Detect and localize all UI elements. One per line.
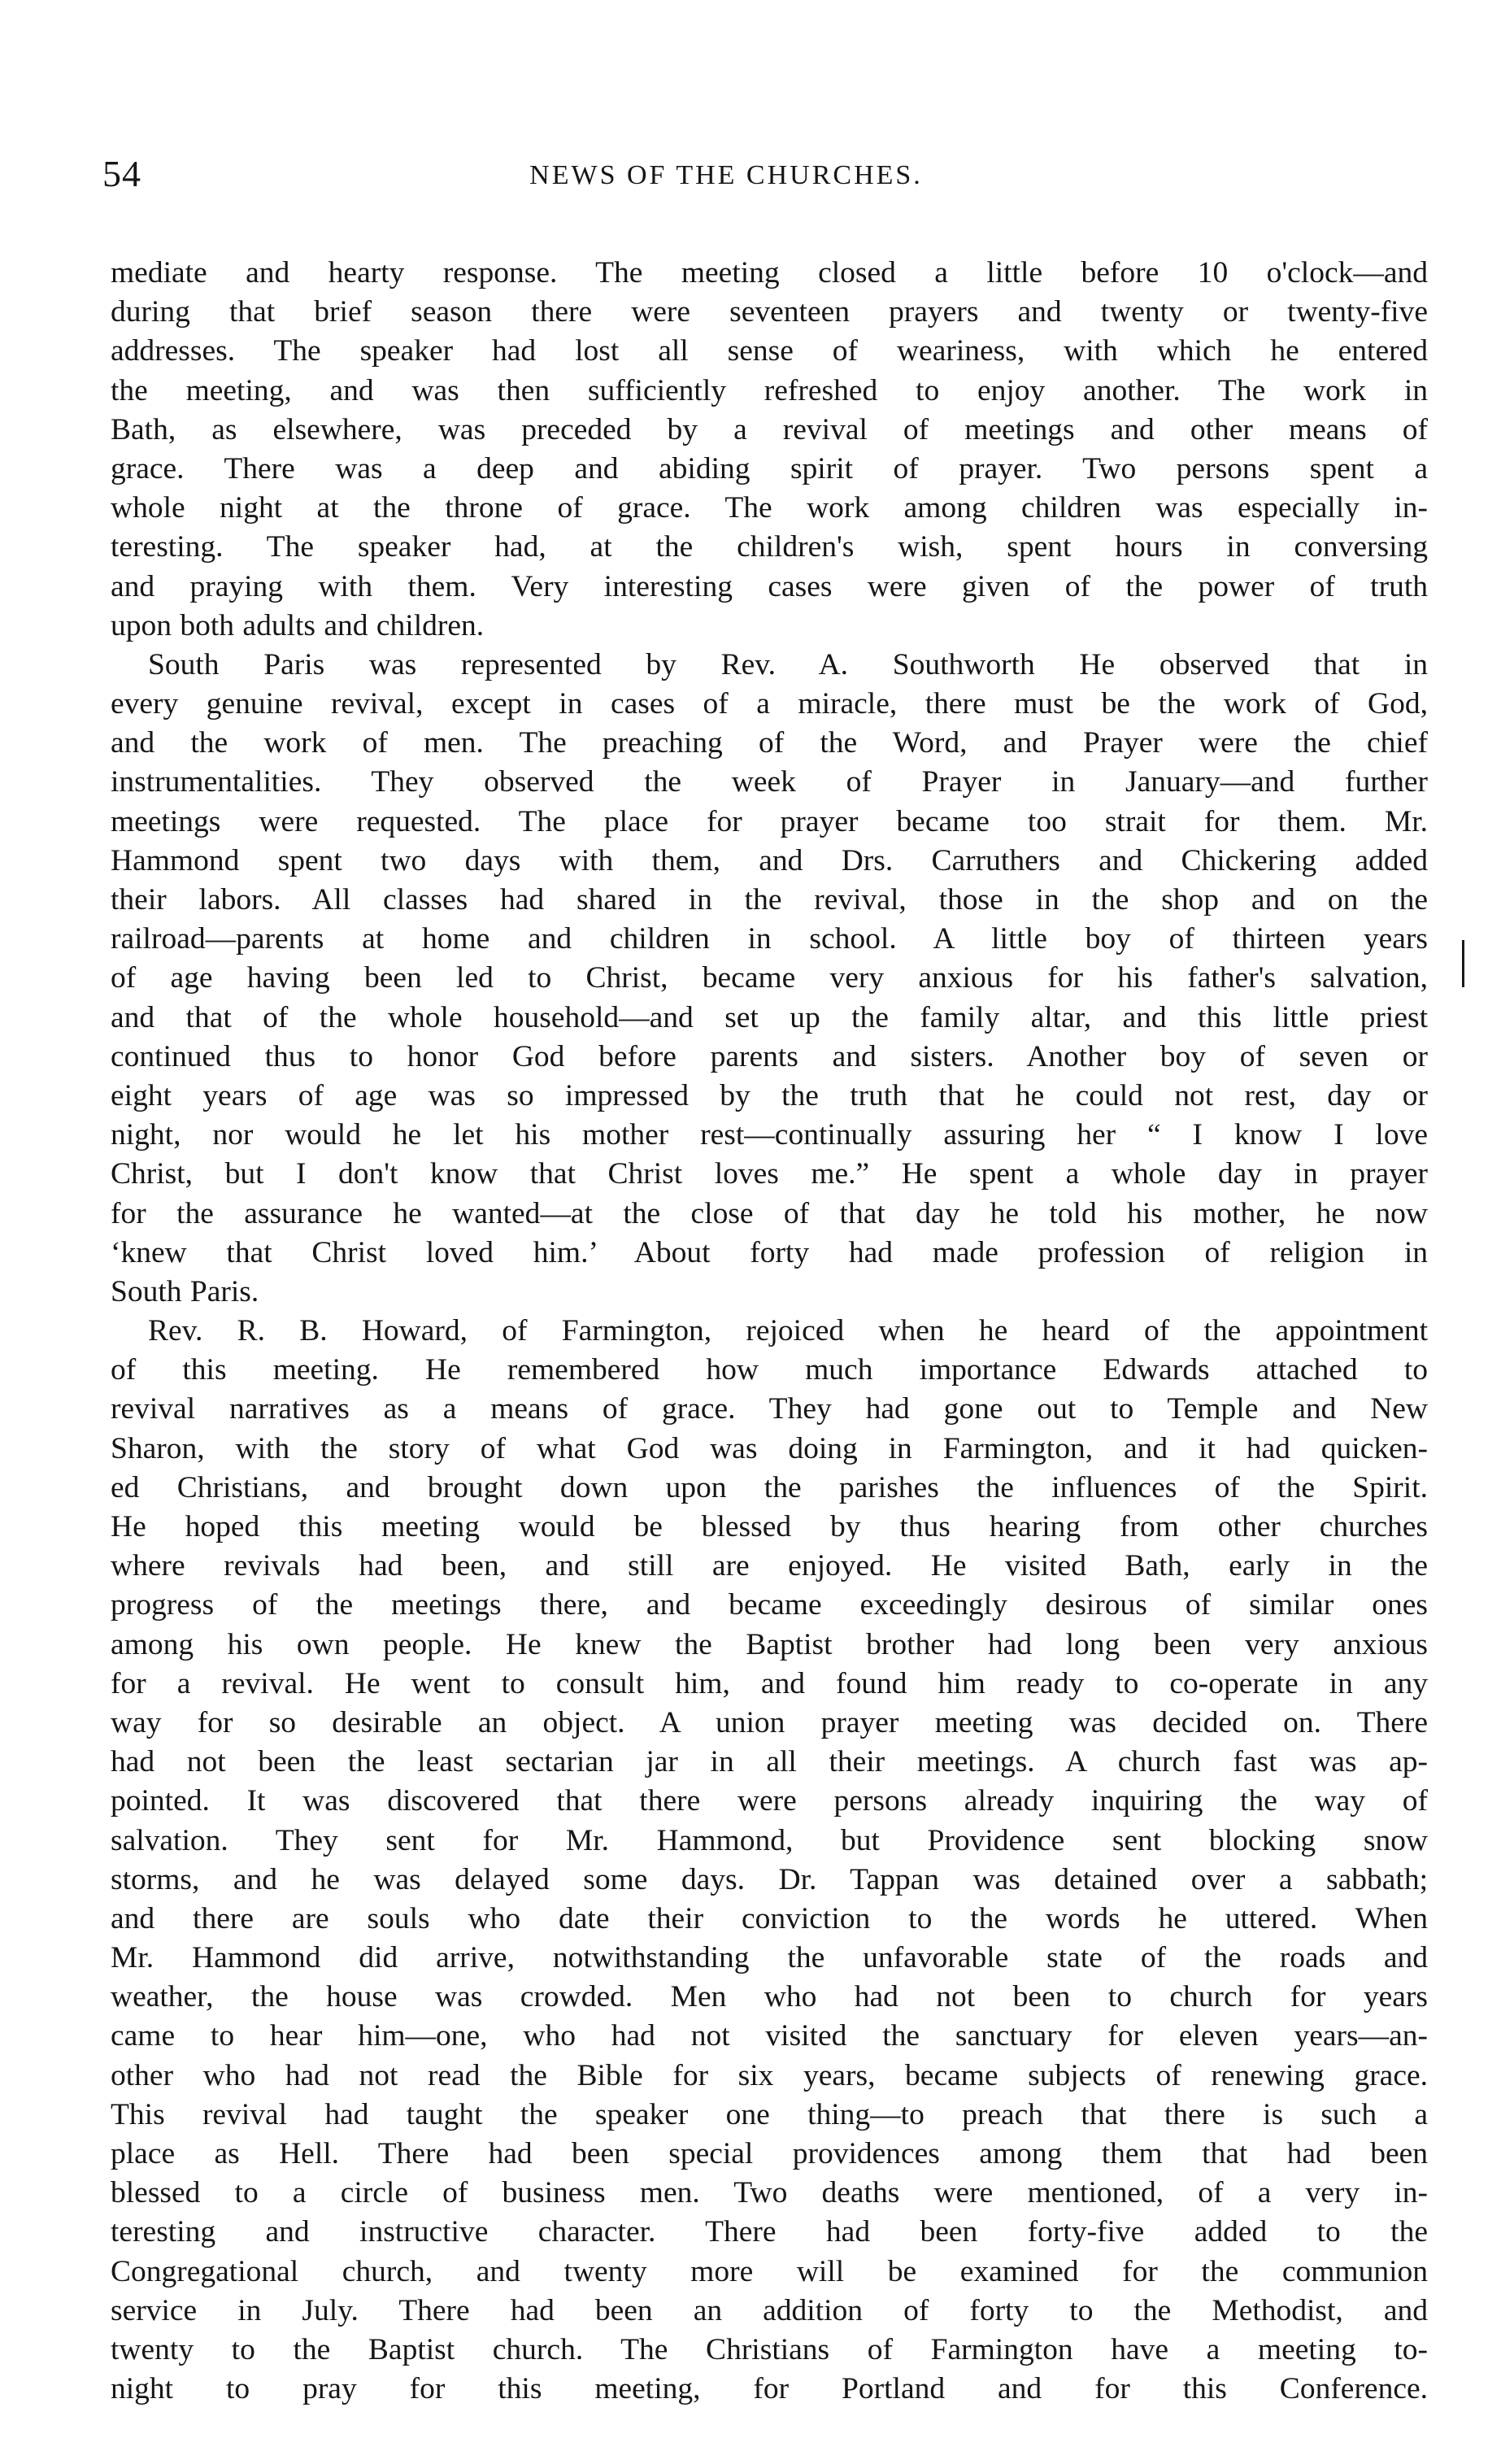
text-line: Hammond spent two days with them, and Drs. Carruthers and Chickering added [111,843,1428,877]
text-line: for the assurance he wanted—at the close of that day he told his mother, he now [111,1196,1428,1230]
text-line: This revival had taught the speaker one thing—to preach that there is such a [111,2097,1428,2131]
text-line: ‘knew that Christ loved him.’ About forty had made profession of religion in [111,1235,1428,1269]
margin-rule [1462,940,1464,987]
text-line: revival narratives as a means of grace. They had gone out to Temple and New [111,1392,1428,1426]
text-line: grace. There was a deep and abiding spirit of prayer. Two persons spent a [111,451,1428,485]
text-line: blessed to a circle of business men. Two deaths were mentioned, of a very in- [111,2176,1428,2210]
text-line: way for so desirable an object. A union prayer meeting was decided on. There [111,1705,1428,1739]
text-line: railroad—parents at home and children in school. A little boy of thirteen years [111,922,1428,956]
text-line: storms, and he was delayed some days. Dr. Tappan was detained over a sabbath; [111,1862,1428,1896]
text-line: night, nor would he let his mother rest—continually assuring her “ I know I love [111,1118,1428,1152]
text-line: and there are souls who date their conviction to the words he uttered. When [111,1901,1428,1935]
text-line: meetings were requested. The place for prayer became too strait for them. Mr. [111,804,1428,838]
text-line: came to hear him—one, who had not visited the sanctuary for eleven years—an- [111,2019,1428,2053]
text-line: and the work of men. The preaching of the Word, and Prayer were the chief [111,726,1428,760]
text-line: night to pray for this meeting, for Portland and for this Conference. [111,2372,1428,2406]
text-line: had not been the least sectarian jar in all their meetings. A church fast was ap- [111,1745,1428,1779]
text-line: teresting and instructive character. There had been forty-five added to the [111,2215,1428,2249]
text-line: upon both adults and children. [111,608,485,642]
text-line: of this meeting. He remembered how much importance Edwards attached to [111,1353,1428,1387]
running-head: NEWS OF THE CHURCHES. [529,160,923,190]
text-line: the meeting, and was then sufficiently refreshed to enjoy another. The work in [111,373,1428,407]
text-line: teresting. The speaker had, at the children's wish, spent hours in conversing [111,530,1428,564]
text-line: Sharon, with the story of what God was doing in Farmington, and it had quicken- [111,1431,1428,1465]
text-line: their labors. All classes had shared in the revival, those in the shop and on the [111,883,1428,916]
text-line: for a revival. He went to consult him, and found him ready to co-operate in any [111,1666,1428,1700]
text-line: instrumentalities. They observed the week of Prayer in January—and further [111,765,1428,799]
text-line: progress of the meetings there, and became exceedingly desirous of similar ones [111,1588,1428,1622]
text-line: twenty to the Baptist church. The Christians of Farmington have a meeting to- [111,2332,1428,2366]
text-line: He hoped this meeting would be blessed by thus hearing from other churches [111,1510,1428,1543]
text-line: eight years of age was so impressed by the truth that he could not rest, day or [111,1078,1428,1112]
text-line: pointed. It was discovered that there were persons already inquiring the way of [111,1784,1428,1818]
text-line: South Paris. [111,1274,259,1308]
text-line: continued thus to honor God before parents and sisters. Another boy of seven or [111,1039,1428,1073]
text-line: and praying with them. Very interesting cases were given of the power of truth [111,569,1428,603]
text-line: other who had not read the Bible for six years, became subjects of renewing grace. [111,2058,1428,2092]
text-line: every genuine revival, except in cases of a miracle, there must be the work of God, [111,687,1428,721]
text-line: Mr. Hammond did arrive, notwithstanding the unfavorable state of the roads and [111,1941,1428,1975]
text-line: among his own people. He knew the Baptist brother had long been very anxious [111,1627,1428,1661]
text-line: during that brief season there were seventeen prayers and twenty or twenty-five [111,295,1428,329]
text-line: Bath, as elsewhere, was preceded by a revival of meetings and other means of [111,412,1428,446]
page-number: 54 [102,153,141,194]
text-line: ed Christians, and brought down upon the parishes the influences of the Spirit. [111,1470,1428,1504]
text-line: whole night at the throne of grace. The work among children was especially in- [111,491,1428,525]
text-line [111,2409,1428,2448]
text-line: weather, the house was crowded. Men who had not been to church for years [111,1980,1428,2014]
text-line: of age having been led to Christ, became very anxious for his father's salvation, [111,961,1428,995]
text-line: where revivals had been, and still are enjoyed. He visited Bath, early in the [111,1549,1428,1583]
text-line: Congregational church, and twenty more will be examined for the communion [111,2254,1428,2288]
text-line: salvation. They sent for Mr. Hammond, but Providence sent blocking snow [111,1823,1428,1857]
text-line: service in July. There had been an addition of forty to the Methodist, and [111,2293,1428,2327]
text-line: and that of the whole household—and set up the family altar, and this little priest [111,1000,1428,1034]
article-body [111,254,1428,2449]
paragraph-start-line: South Paris was represented by Rev. A. Southworth He observed that in [148,647,1428,681]
text-line: place as Hell. There had been special providences among them that had been [111,2137,1428,2170]
text-line: addresses. The speaker had lost all sense of weariness, with which he entered [111,334,1428,368]
text-line: Christ, but I don't know that Christ loves me.” He spent a whole day in prayer [111,1157,1428,1191]
text-line: mediate and hearty response. The meeting closed a little before 10 o'clock—and [111,256,1428,289]
paragraph-start-line: Rev. R. B. Howard, of Farmington, rejoiced when he heard of the appointment [148,1314,1428,1348]
